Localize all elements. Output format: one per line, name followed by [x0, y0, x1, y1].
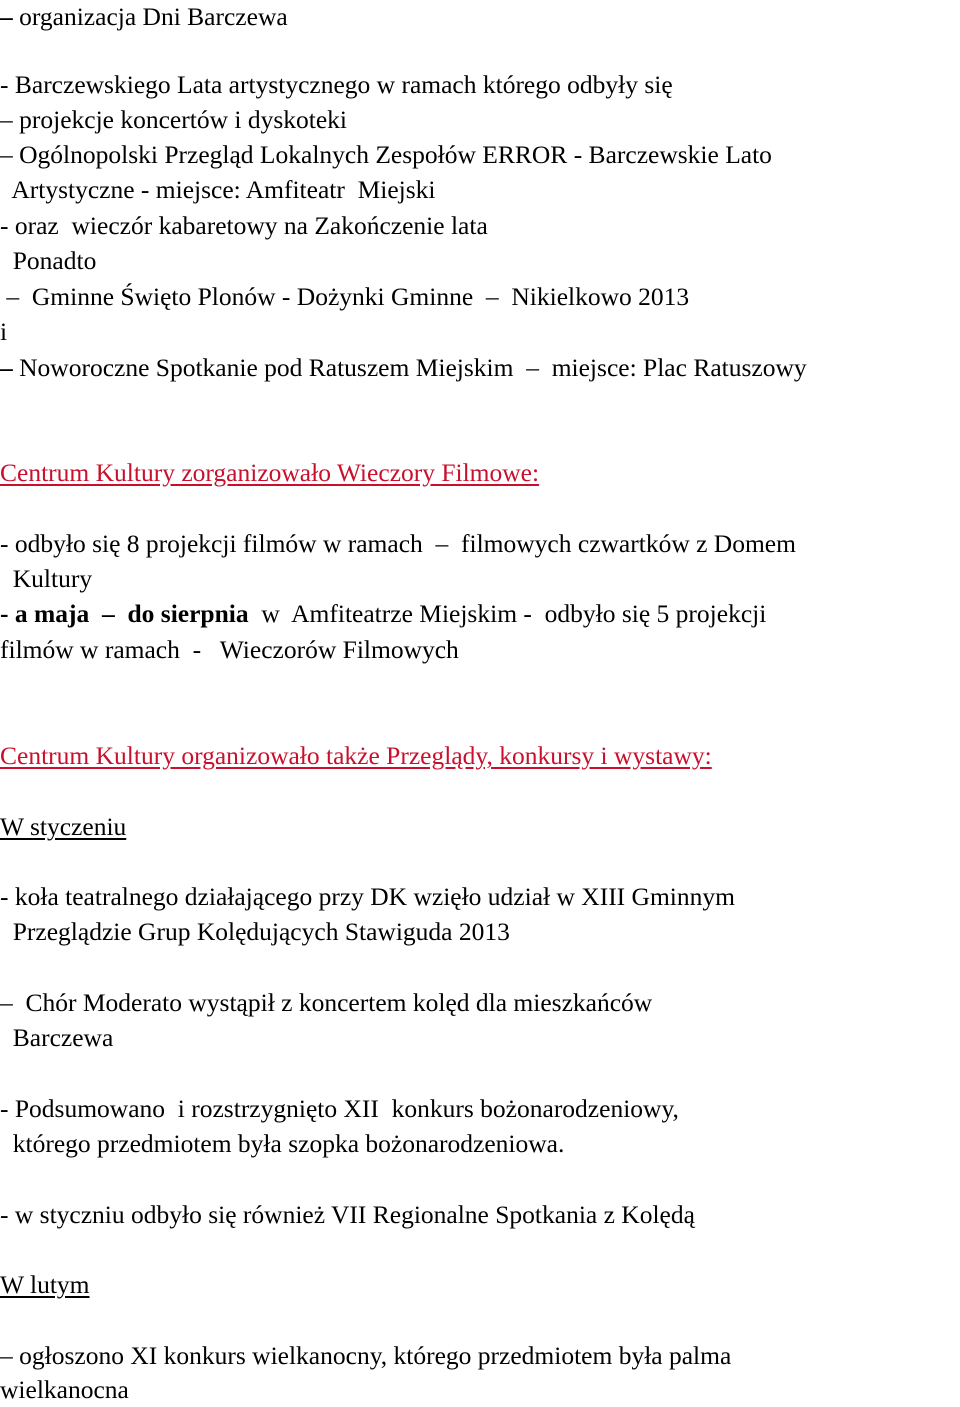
month-heading-february: W lutym	[0, 1270, 90, 1299]
list-item: Artystyczne - miejsce: Amfiteatr Miejski	[0, 175, 436, 204]
list-item: - w styczniu odbyło się również VII Regionalne Spotkania z Kolędą	[0, 1200, 695, 1229]
list-item: Ponadto	[0, 246, 97, 275]
list-item: - oraz wieczór kabaretowy na Zakończenie lata	[0, 211, 488, 240]
list-item: – projekcje koncertów i dyskoteki	[0, 105, 347, 134]
section-heading-reviews-contests: Centrum Kultury organizowało także Przeglądy, konkursy i wystawy:	[0, 741, 712, 770]
list-item: – Chór Moderato wystąpił z koncertem kolęd dla mieszkańców	[0, 988, 653, 1017]
list-item: – Ogólnopolski Przegląd Lokalnych Zespołów ERROR - Barczewskie Lato	[0, 140, 772, 169]
list-item: wielkanocna	[0, 1375, 129, 1404]
section-heading-film-evenings: Centrum Kultury zorganizowało Wieczory Filmowe:	[0, 458, 540, 487]
list-item: – Gminne Święto Plonów - Dożynki Gminne – Nikielkowo 2013	[0, 282, 690, 311]
month-heading-january: W styczeniu	[0, 812, 127, 841]
list-item: Przeglądzie Grup Kolędujących Stawiguda 2013	[0, 917, 510, 946]
list-item: którego przedmiotem była szopka bożonarodzeniowa.	[0, 1129, 565, 1158]
list-item: - Barczewskiego Lata artystycznego w ramach którego odbyły się	[0, 70, 673, 99]
list-item: – Noworoczne Spotkanie pod Ratuszem Miejskim – miejsce: Plac Ratuszowy	[0, 353, 807, 382]
bold-period-text: - a maja – do sierpnia	[0, 599, 249, 628]
paragraph-line: filmów w ramach - Wieczorów Filmowych	[0, 635, 459, 664]
list-item: - koła teatralnego działającego przy DK wzięło udział w XIII Gminnym	[0, 882, 735, 911]
list-item: i	[0, 317, 8, 346]
list-item: – ogłoszono XI konkurs wielkanocny, którego przedmiotem była palma	[0, 1341, 732, 1370]
paragraph-line: - a maja – do sierpnia w Amfiteatrze Miejskim - odbyło się 5 projekcji	[0, 599, 767, 628]
list-item: Barczewa	[0, 1023, 114, 1052]
list-item: - Podsumowano i rozstrzygnięto XII konkurs bożonarodzeniowy,	[0, 1094, 679, 1123]
list-item: – organizacja Dni Barczewa	[0, 2, 288, 31]
paragraph-line: Kultury	[0, 564, 93, 593]
paragraph-line: - odbyło się 8 projekcji filmów w ramach – filmowych czwartków z Domem	[0, 529, 796, 558]
